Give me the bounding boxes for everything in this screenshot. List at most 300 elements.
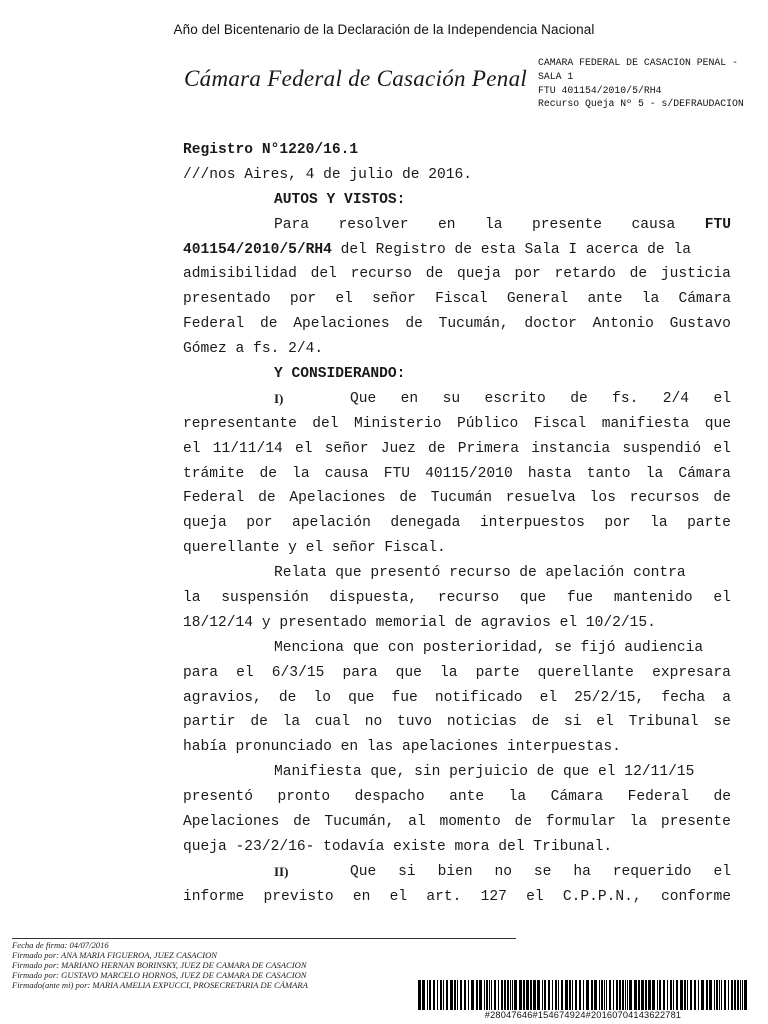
barcode-bar [530,980,532,1010]
barcode-bar [687,980,688,1010]
barcode-bar [594,980,597,1010]
word: Federal [183,490,245,507]
barcode-bar [542,980,543,1010]
word: recurso [437,590,500,607]
word: 6/3/15 [271,664,325,681]
word: causa [324,465,369,482]
barcode-bar [484,980,485,1010]
word: presentado [183,291,271,308]
barcode-bar [728,980,729,1010]
word: el [596,714,614,731]
word: Ministerio [353,415,442,432]
barcode-bar [569,980,571,1010]
word: 40115/2010 [425,465,513,482]
word: denegada [390,515,461,532]
paragraph-line [183,860,731,885]
word: fs. [612,390,639,407]
word: Tribunal [628,714,699,731]
barcode-bar [479,980,482,1010]
word: el [183,440,201,457]
word: que [519,590,547,607]
paragraph-line: querellante y el señor Fiscal. [183,540,446,557]
paragraph-line [183,262,731,287]
word: suspendió [622,440,702,457]
barcode-bar [613,980,614,1010]
word: Tucumán, [438,316,509,333]
barcode-bar [575,980,577,1010]
barcode-bar [645,980,647,1010]
word: instancia [531,440,611,457]
word: por [246,515,273,532]
word: al [408,814,426,831]
place-date-line: ///nos Aires, 4 de julio de 2016. [183,166,473,183]
word: de [293,814,311,831]
word: de [278,689,297,706]
barcode-bar [548,980,550,1010]
barcode-bar [552,980,553,1010]
word: Público [456,415,519,432]
word: FTU [383,465,410,482]
barcode-bar [622,980,624,1010]
barcode-bar [514,980,517,1010]
word: señor [372,291,416,308]
barcode-bar [609,980,611,1010]
word: resolver [338,216,409,233]
barcode-bar [418,980,421,1010]
word: presente [660,814,731,831]
barcode-bar [634,980,637,1010]
word: Tucumán [430,490,492,507]
barcode-bar [734,980,736,1010]
barcode-bar [460,980,462,1010]
word: 127 [480,888,507,905]
word: el [236,664,254,681]
barcode-bar [709,980,712,1010]
word: de [713,490,731,507]
barcode-bar [558,980,559,1010]
word: notificado [434,689,523,706]
word: 11/11/14 [212,440,283,457]
paragraph-line: Relata que presentó recurso de apelación contra [274,565,686,582]
barcode-bar [641,980,644,1010]
word: recursos [629,490,700,507]
paragraph-line [183,238,731,263]
barcode-bar [724,980,726,1010]
word: Cámara [550,789,604,806]
case-header-line: CAMARA FEDERAL DE CASACION PENAL - [538,57,738,68]
barcode-bar [599,980,600,1010]
word: a [722,689,731,706]
barcode-bar [673,980,674,1010]
barcode-bar [648,980,651,1010]
barcode-bar [680,980,683,1010]
word: que [395,664,422,681]
word: de [514,814,533,831]
word: el [713,390,731,407]
paragraph-line [183,462,731,487]
word: ante [587,291,623,308]
court-title-logo: Cámara Federal de Casación Penal [184,66,528,91]
paragraph-line: Manifiesta que, sin perjuicio de que el 12/11/15 [274,764,695,781]
word: doctor [524,316,577,333]
barcode-bar [427,980,428,1010]
word: agravios, [183,689,262,706]
word: del [312,415,339,432]
word: Gustavo [669,316,731,333]
word: de [405,316,423,333]
barcode-bar [716,980,718,1010]
word: el [526,888,544,905]
barcode-bar [468,980,469,1010]
signature-line: Fecha de firma: 04/07/2016 [12,940,109,950]
barcode-bar [740,980,741,1010]
word: de [258,490,276,507]
word: de [259,465,277,482]
barcode-bar [627,980,628,1010]
barcode-bar [561,980,563,1010]
paragraph-line [183,213,731,238]
word: el [713,590,731,607]
word: señor [324,440,369,457]
barcode-bar [652,980,655,1010]
word: se [713,714,731,731]
word: el [713,440,731,457]
barcode-bar [519,980,522,1010]
paragraph-text [350,387,731,412]
barcode-bar [579,980,581,1010]
paragraph-line [183,785,731,810]
signature-line: Firmado por: MARIANO HERNAN BORINSKY, JUEZ DE CAMARA DE CASACION [12,960,307,970]
case-header-line: FTU 401154/2010/5/RH4 [538,84,662,96]
paragraph-line [183,686,731,711]
word: la [440,664,458,681]
word: la [484,216,503,233]
word: Juez [380,440,416,457]
word: de [629,266,648,283]
word: la [650,515,668,532]
word: Federal [183,316,245,333]
barcode-bar [606,980,607,1010]
word: de [570,390,588,407]
word: retardo [554,266,616,283]
word: que [704,415,731,432]
word: Que [350,863,377,880]
barcode-bar [454,980,456,1010]
barcode-bar [583,980,584,1010]
barcode-bar [667,980,668,1010]
case-header-line: SALA 1 [538,70,574,82]
word: tuvo [397,714,433,731]
word: expresara [652,664,731,681]
word: mantenido [613,590,693,607]
barcode-bar [501,980,503,1010]
barcode-bar [422,980,425,1010]
word: Fiscal [533,415,587,432]
case-header-line: Recurso Queja Nº 5 - s/DEFRAUDACION [538,98,744,110]
word: partir [183,714,236,731]
word: la [282,714,301,731]
word: el [335,291,353,308]
case-header-block [538,56,764,111]
word: el [295,440,313,457]
paragraph-line [183,661,731,686]
word: interpuestos [479,515,585,532]
barcode-bar [690,980,692,1010]
paragraph-line [183,511,731,536]
barcode-bar [604,980,605,1010]
barcode-bar [737,980,739,1010]
word: momento [439,814,501,831]
word: escrito [484,390,546,407]
barcode-bar [701,980,704,1010]
word: Primera [457,440,520,457]
word: trámite [183,465,245,482]
word: la [183,590,201,607]
word: no [364,714,383,731]
paragraph-line [183,710,731,735]
word: C.P.P.N., [562,888,642,905]
barcode-bar [526,980,529,1010]
word: informe [183,888,245,905]
word: para [183,664,219,681]
word: Para [274,216,310,233]
word: Tucumán, [324,814,395,831]
word: Apelaciones [289,490,386,507]
word: hasta [527,465,572,482]
word: en [400,390,419,407]
word: formular [545,814,616,831]
barcode-bar [533,980,536,1010]
barcode-bar [742,980,743,1010]
word: queja [456,266,501,283]
word: fue [391,689,418,706]
paragraph-line: 18/12/14 y presentado memorial de agravios el 10/2/15. [183,614,656,631]
word: de [260,316,278,333]
barcode-bar [437,980,438,1010]
word: no [494,863,513,880]
paragraph-line [183,437,731,462]
word: ante [449,789,485,806]
bicentenary-header-line: Año del Bicentenario de la Declaración de la Independencia Nacional [173,22,595,37]
barcode-bar [555,980,557,1010]
signature-line: Firmado(ante mi) por: MARIA AMELIA EXPUCCI, PROSECRETARIA DE CÁMARA [12,980,308,990]
paragraph-line [183,486,731,511]
word: de [713,789,731,806]
word: 2/4 [662,390,690,407]
word: de [399,490,417,507]
barcode-bar [714,980,715,1010]
word: requerido [612,863,692,880]
word: Antonio [592,316,654,333]
footer-divider [12,938,516,939]
word: presente [531,216,602,233]
word: Apelaciones [183,814,280,831]
barcode-bar [491,980,492,1010]
word: 25/2/15, [574,689,645,706]
barcode-bar [486,980,488,1010]
barcode-bar [510,980,511,1010]
word: resuelva [505,490,576,507]
barcode-bar [457,980,458,1010]
word: bien [437,863,473,880]
word: parte [687,515,731,532]
word: queja [183,515,227,532]
paragraph-line [183,586,731,611]
registro-number: Registro N°1220/16.1 [183,142,359,158]
word: representante [183,415,297,432]
word: si [398,863,416,880]
barcode-bar [446,980,448,1010]
word: parte [475,664,520,681]
barcode-bar [433,980,435,1010]
word: Apelaciones [293,316,390,333]
word: admisibilidad [183,266,297,283]
barcode-bar [450,980,453,1010]
word: pronto [277,789,331,806]
barcode-bar [721,980,722,1010]
word: la [629,814,648,831]
signature-line: Firmado por: GUSTAVO MARCELO HORNOS, JUEZ DE CAMARA DE CASACION [12,970,307,980]
paragraph-line: Gómez a fs. 2/4. [183,341,324,358]
paragraph-line [183,312,731,337]
paragraph-line [183,387,731,412]
barcode-bar [616,980,618,1010]
word: apelación [292,515,371,532]
word: la [645,465,664,482]
barcode-bar [476,980,478,1010]
barcode-bar [512,980,513,1010]
word: noticias [446,714,517,731]
barcode-bar [657,980,658,1010]
word: suspensión [221,590,309,607]
word: ha [573,863,591,880]
word: Que [350,390,377,407]
word: manifiesta [601,415,690,432]
section-numeral: II) [274,863,289,879]
barcode-bar [572,980,573,1010]
word: los [589,490,616,507]
barcode-bar [429,980,431,1010]
word: por [514,266,541,283]
barcode-bar [586,980,589,1010]
word: en [352,888,371,905]
barcode-bar [706,980,708,1010]
word: la [508,789,527,806]
barcode-bar [507,980,509,1010]
barcode-bar [684,980,686,1010]
paragraph-line: había pronunciado en las apelaciones interpuestas. [183,739,621,756]
barcode-bar [537,980,540,1010]
word: de [425,266,444,283]
word: lo [313,689,332,706]
word: de [428,440,446,457]
barcode-bar [544,980,546,1010]
word: en [438,216,456,233]
word: tanto [586,465,631,482]
word: fue [566,590,594,607]
barcode-bar [440,980,442,1010]
word: la [641,291,660,308]
autos-y-vistos-heading: AUTOS Y VISTOS: [274,191,406,208]
word: Cámara [678,465,731,482]
barcode-number: #28047646#154674924#20160704143622781 [484,1010,682,1020]
word: art. [426,888,462,905]
barcode-bar [565,980,568,1010]
word: el [539,689,558,706]
barcode-bar [629,980,632,1010]
word: si [563,714,582,731]
word: conforme [660,888,731,905]
paragraph-line: queja -23/2/16- todavía existe mora del Tribunal. [183,838,613,855]
word: del [310,266,337,283]
barcode-bar [523,980,525,1010]
case-number-bold: FTU [704,216,731,233]
barcode-bar [744,980,747,1010]
barcode-bar [489,980,490,1010]
barcode-bar [731,980,733,1010]
signature-line: Firmado por: ANA MARIA FIGUEROA, JUEZ CASACION [12,950,218,960]
paragraph-line [183,287,731,312]
word: dispuesta, [329,590,418,607]
section-numeral: I) [274,390,284,406]
barcode-bar [719,980,720,1010]
signature-block [12,940,432,990]
paragraph-text: del Registro de esta Sala I acerca de la [331,241,691,258]
word: querellante [537,664,634,681]
word: General [506,291,569,308]
word: su [442,390,461,407]
barcode-bar [670,980,672,1010]
barcode-bar [698,980,699,1010]
case-number-bold: 401154/2010/5/RH4 [183,241,332,258]
word: por [604,515,631,532]
word: de [531,714,550,731]
barcode-bar [504,980,506,1010]
resolution-body [183,138,731,910]
word: presentó [183,789,254,806]
paragraph-line [183,885,731,910]
barcode-bar [676,980,678,1010]
considerando-heading: Y CONSIDERANDO: [274,366,406,383]
word: que [348,689,375,706]
word: Fiscal [435,291,488,308]
barcode-bar [494,980,496,1010]
word: recurso [350,266,412,283]
barcode-bar [443,980,444,1010]
barcode-bar [471,980,474,1010]
word: se [533,863,552,880]
paragraph-line [183,412,731,437]
word: por [289,291,317,308]
word: justicia [660,266,731,283]
word: cual [314,714,350,731]
barcode-image [418,980,748,1010]
word: despacho [354,789,425,806]
paragraph-line [183,810,731,835]
word: el [713,863,731,880]
word: de [250,714,268,731]
word: previsto [263,888,334,905]
word: Cámara [678,291,731,308]
word: Federal [627,789,689,806]
barcode-bar [625,980,626,1010]
barcode-bar [694,980,696,1010]
barcode-bar [663,980,665,1010]
word: causa [631,216,676,233]
barcode-bar [591,980,593,1010]
word: el [389,888,408,905]
paragraph-line: Menciona que con posterioridad, se fijó audiencia [274,639,704,656]
